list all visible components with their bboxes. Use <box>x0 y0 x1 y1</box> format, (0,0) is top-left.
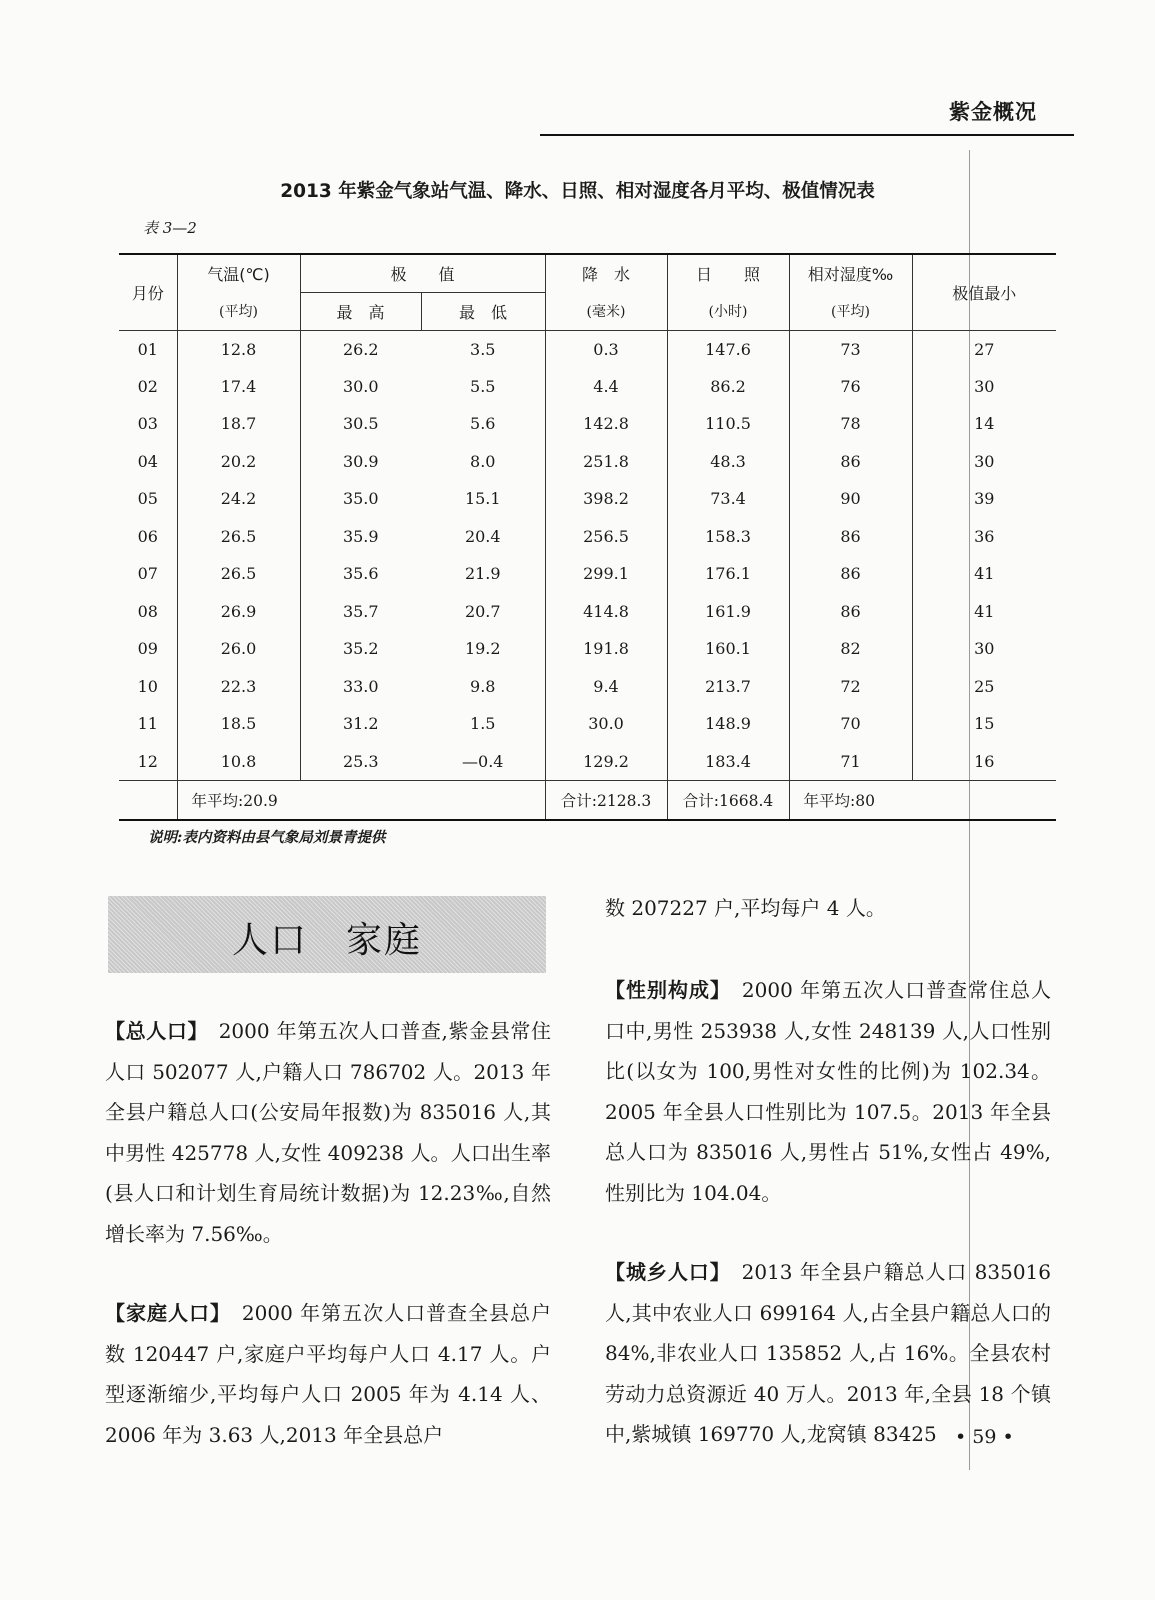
table-cell: 30 <box>974 451 995 471</box>
table-cell: 160.1 <box>667 630 789 668</box>
header-humidity: 相对湿度‰ <box>789 254 912 292</box>
climate-table-body <box>119 330 1056 780</box>
table-cell: 82 <box>789 630 912 668</box>
table-cell: 04 <box>119 443 177 481</box>
table-cell: 41 <box>974 601 995 621</box>
table-cell: 9.4 <box>545 668 667 706</box>
table-cell: 256.5 <box>545 518 667 556</box>
table-cell: 19.2 <box>421 630 545 668</box>
table-cell: 86.2 <box>667 368 789 406</box>
paragraph-text: 2000 年第五次人口普查全县总户数 120447 户,家庭户平均每户人口 4.17 人。户型逐渐缩少,平均每户人口 2005 年为 4.14 人、2006 年为 3.63 人,2013 年全县总户 <box>105 1301 551 1447</box>
table-cell: 76 <box>789 368 912 406</box>
table-row <box>119 593 1056 631</box>
header-low: 最 低 <box>421 292 545 330</box>
table-cell: 11 <box>119 705 177 743</box>
header-high: 最 高 <box>300 292 421 330</box>
table-cell: 183.4 <box>667 743 789 781</box>
footer-temp-avg: 年平均:20.9 <box>177 780 545 820</box>
table-cell: 30.0 <box>342 376 379 396</box>
table-row <box>119 705 1056 743</box>
table-cell: 10.8 <box>177 743 300 781</box>
header-min-extreme: 极值最小 <box>912 254 1056 330</box>
table-cell: 4.4 <box>545 368 667 406</box>
table-cell: 86 <box>789 555 912 593</box>
table-cell: 5.6 <box>421 405 545 443</box>
table-cell: 147.6 <box>667 330 789 368</box>
table-cell: 35.7 <box>342 601 379 621</box>
table-cell: 33.0 <box>342 676 379 696</box>
table-row <box>119 743 1056 781</box>
paragraph-text: 数 207227 户,平均每户 4 人。 <box>605 896 886 920</box>
section-banner <box>108 896 546 973</box>
table-cell: 14 <box>974 414 995 434</box>
header-sunshine-unit: (小时) <box>667 292 789 330</box>
table-cell: 73 <box>789 330 912 368</box>
table-cell: 07 <box>119 555 177 593</box>
table-cell: 5.5 <box>421 368 545 406</box>
table-cell: 191.8 <box>545 630 667 668</box>
table-cell: 30.5 <box>342 414 379 434</box>
table-cell: 24.2 <box>177 480 300 518</box>
paragraph-lead: 【总人口】 <box>105 1019 199 1043</box>
paragraph-lead: 【性别构成】 <box>605 978 721 1002</box>
paragraph-text: 2000 年第五次人口普查常住总人口中,男性 253938 人,女性 248139 人,人口性别比(以女为 100,男性对女性的比例)为 102.34。2005 年全县人口性别比为 107.5。2013 年全县总人口为 835016 人,男性占 51%,女性占 49%,性别比为 104.04。 <box>605 978 1051 1205</box>
table-cell: 9.8 <box>421 668 545 706</box>
climate-table <box>119 253 1056 821</box>
table-cell: 30 <box>974 639 995 659</box>
table-cell: 35.9 <box>342 526 379 546</box>
table-cell: 30.9 <box>342 451 379 471</box>
paragraph-family-continued <box>605 888 1051 929</box>
table-cell: 20.7 <box>421 593 545 631</box>
footer-blank <box>119 780 177 820</box>
header-temp: 气温(℃) <box>177 254 300 292</box>
table-cell: 48.3 <box>667 443 789 481</box>
table-cell: 15.1 <box>421 480 545 518</box>
header-sunshine: 日 照 <box>667 254 789 292</box>
table-cell: 18.5 <box>177 705 300 743</box>
table-cell: 213.7 <box>667 668 789 706</box>
table-note: 说明:表内资料由县气象局刘景青提供 <box>148 829 386 846</box>
table-cell: 30.0 <box>545 705 667 743</box>
table-cell: 176.1 <box>667 555 789 593</box>
table-cell: 73.4 <box>667 480 789 518</box>
table-cell: 05 <box>119 480 177 518</box>
table-cell: 70 <box>789 705 912 743</box>
running-header-title: 紫金概况 <box>949 100 1037 124</box>
footer-sunshine-total: 合计:1668.4 <box>667 780 789 820</box>
header-extreme: 极 值 <box>300 254 545 292</box>
header-month: 月份 <box>119 254 177 330</box>
table-cell: 110.5 <box>667 405 789 443</box>
table-cell: 129.2 <box>545 743 667 781</box>
table-cell: 15 <box>974 714 995 734</box>
table-cell: 299.1 <box>545 555 667 593</box>
table-cell: 414.8 <box>545 593 667 631</box>
table-cell: 03 <box>119 405 177 443</box>
table-cell: 06 <box>119 518 177 556</box>
table-cell: 09 <box>119 630 177 668</box>
footer-precip-total: 合计:2128.3 <box>545 780 667 820</box>
table-row <box>119 330 1056 368</box>
table-cell: 0.3 <box>545 330 667 368</box>
table-cell: 251.8 <box>545 443 667 481</box>
table-cell: 21.9 <box>421 555 545 593</box>
table-title: 2013 年紫金气象站气温、降水、日照、相对湿度各月平均、极值情况表 <box>280 181 875 202</box>
table-cell: 26.5 <box>177 518 300 556</box>
table-cell: 08 <box>119 593 177 631</box>
table-row <box>119 555 1056 593</box>
table-cell: 27 <box>974 339 995 359</box>
paragraph-text: 2000 年第五次人口普查,紫金县常住人口 502077 人,户籍人口 786702 人。2013 年全县户籍总人口(公安局年报数)为 835016 人,其中男性 425778 人,女性 409238 人。人口出生率(县人口和计划生育局统计数据)为 12.23‰,自然增长率为 7.56‰。 <box>105 1019 551 1246</box>
table-cell: 35.0 <box>342 489 379 509</box>
table-cell: 71 <box>789 743 912 781</box>
table-row <box>119 443 1056 481</box>
table-cell: 16 <box>974 751 995 771</box>
table-cell: 158.3 <box>667 518 789 556</box>
table-row <box>119 630 1056 668</box>
paragraph-urban-rural <box>605 1252 1051 1455</box>
table-cell: 398.2 <box>545 480 667 518</box>
footer-humidity-avg: 年平均:80 <box>789 780 1056 820</box>
table-cell: 1.5 <box>421 705 545 743</box>
table-number: 表 3—2 <box>143 219 197 237</box>
table-cell: 90 <box>789 480 912 518</box>
table-cell: 3.5 <box>421 330 545 368</box>
table-cell: 26.5 <box>177 555 300 593</box>
table-cell: 39 <box>974 489 995 509</box>
header-precip: 降 水 <box>545 254 667 292</box>
table-cell: 30 <box>974 376 995 396</box>
paragraph-family-population <box>105 1293 551 1455</box>
table-cell: 26.2 <box>342 339 379 359</box>
table-cell: 36 <box>974 526 995 546</box>
table-cell: 17.4 <box>177 368 300 406</box>
table-cell: 02 <box>119 368 177 406</box>
table-cell: 22.3 <box>177 668 300 706</box>
table-cell: 25.3 <box>342 751 379 771</box>
table-cell: 26.0 <box>177 630 300 668</box>
table-cell: 8.0 <box>421 443 545 481</box>
table-cell: 86 <box>789 593 912 631</box>
table-row <box>119 405 1056 443</box>
table-cell: 35.6 <box>342 564 379 584</box>
paragraph-lead: 【家庭人口】 <box>105 1301 221 1325</box>
paragraph-text: 2013 年全县户籍总人口 835016 人,其中农业人口 699164 人,占全县户籍总人口的 84%,非农业人口 135852 人,占 16%。全县农村劳动力总资源近 40 万人。2013 年,全县 18 个镇中,紫城镇 169770 人,龙窝镇 83425 <box>605 1260 1052 1446</box>
table-cell: 10 <box>119 668 177 706</box>
table-cell: —0.4 <box>421 743 545 781</box>
table-cell: 148.9 <box>667 705 789 743</box>
table-cell: 72 <box>789 668 912 706</box>
table-cell: 12 <box>119 743 177 781</box>
table-row <box>119 518 1056 556</box>
table-cell: 12.8 <box>177 330 300 368</box>
table-cell: 161.9 <box>667 593 789 631</box>
table-cell: 20.4 <box>421 518 545 556</box>
table-cell: 20.2 <box>177 443 300 481</box>
table-cell: 01 <box>119 330 177 368</box>
table-row <box>119 368 1056 406</box>
paragraph-lead: 【城乡人口】 <box>605 1260 721 1284</box>
header-rule <box>540 134 1074 136</box>
header-precip-unit: (毫米) <box>545 292 667 330</box>
table-cell: 86 <box>789 443 912 481</box>
paragraph-gender <box>605 970 1051 1213</box>
table-row <box>119 668 1056 706</box>
paragraph-total-population <box>105 1011 551 1254</box>
table-row <box>119 480 1056 518</box>
table-cell: 41 <box>974 564 995 584</box>
header-humidity-sub: (平均) <box>789 292 912 330</box>
page-number: • 59 • <box>955 1426 1014 1448</box>
table-cell: 26.9 <box>177 593 300 631</box>
header-temp-sub: (平均) <box>177 292 300 330</box>
table-cell: 31.2 <box>342 714 379 734</box>
table-cell: 86 <box>789 518 912 556</box>
table-cell: 25 <box>974 676 995 696</box>
table-cell: 78 <box>789 405 912 443</box>
table-cell: 142.8 <box>545 405 667 443</box>
table-cell: 18.7 <box>177 405 300 443</box>
table-cell: 35.2 <box>342 639 379 659</box>
section-title: 人口 家庭 <box>231 920 422 961</box>
